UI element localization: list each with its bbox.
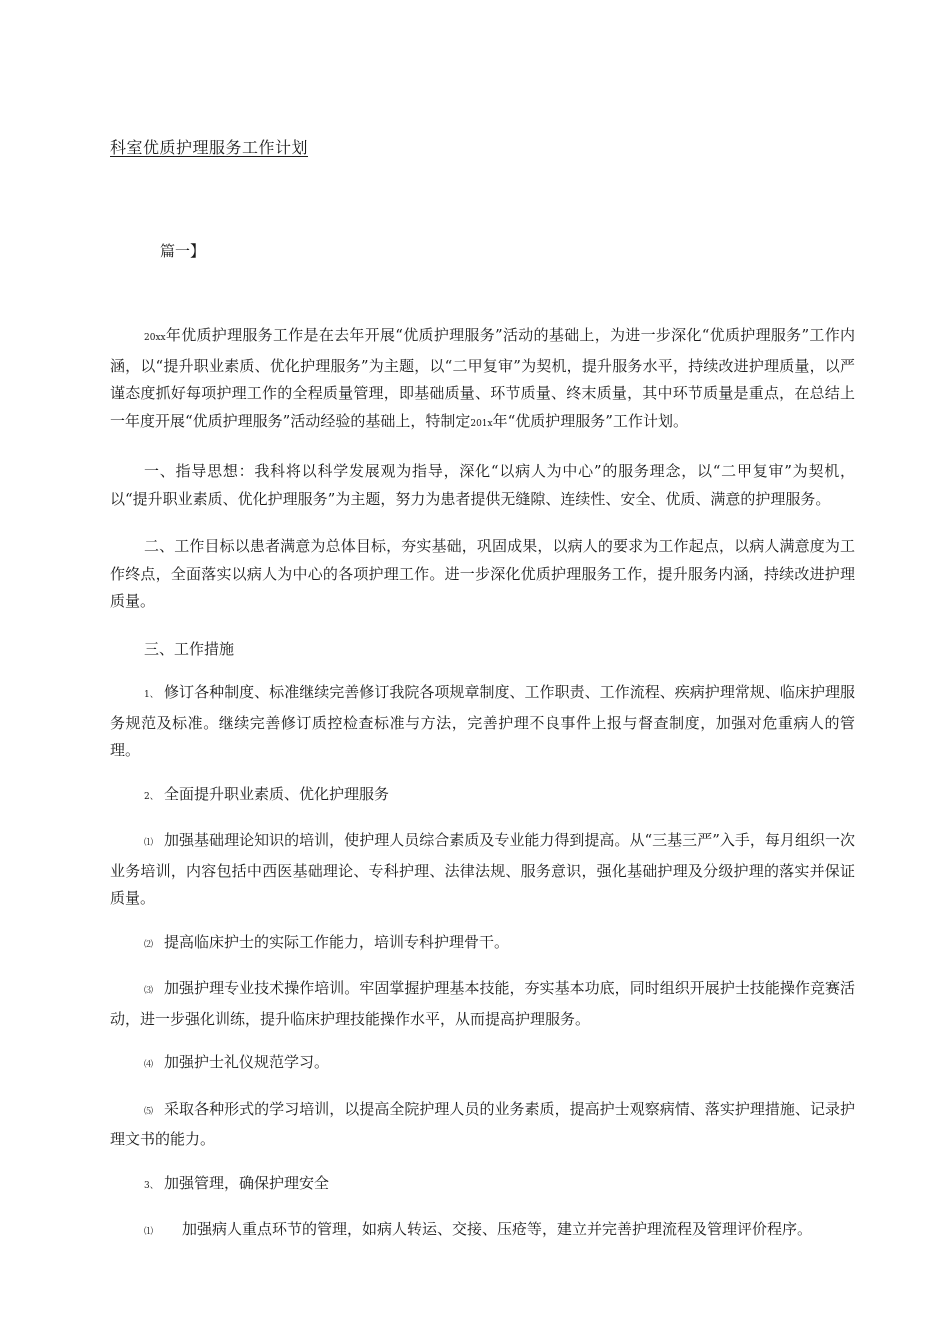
intro-year-prefix: 20xx <box>144 333 166 343</box>
sub-item-3-1 <box>110 1216 855 1247</box>
sub-item-2-3 <box>110 975 855 1033</box>
sub-item-2-5-text: 采取各种形式的学习培训，以提高全院护理人员的业务素质，提高护士观察病情、落实护理措施、记录护理文书的能力。 <box>110 1099 855 1148</box>
item-1-marker: 1、 <box>144 690 159 700</box>
intro-text-a: 年优质护理服务工作是在去年开展“优质护理服务”活动的基础上，为进一步深化“优质护理服务”工作内涵，以“提升职业素质、优化护理服务”为主题，以“二甲复审”为契机，提升服务水平，持续改进护理质量，以严谨态度抓好每项护理工作的全程质量管理，即基础质量、环节质量、终末质量，其中环节质量是重点，在总结上一年度开展“优质护理服务”活动经验的基础上，特制定 <box>110 326 855 430</box>
sub-item-2-1-marker: ⑴ <box>144 838 154 848</box>
sub-item-2-3-text: 加强护理专业技术操作培训。牢固掌握护理基本技能，夯实基本功底，同时组织开展护士技能操作竞赛活动，进一步强化训练，提升临床护理技能操作水平，从而提高护理服务。 <box>110 979 855 1028</box>
intro-text-b: 年“优质护理服务”工作计划。 <box>492 411 688 430</box>
document-title: 科室优质护理服务工作计划 <box>110 138 309 157</box>
intro-paragraph <box>110 322 855 438</box>
goal-paragraph: 二、工作目标以患者满意为总体目标，夯实基础，巩固成果，以病人的要求为工作起点，以病人满意度为工作终点，全面落实以病人为中心的各项护理工作。进一步深化优质护理服务工作，提升服务内涵，持续改进护理质量。 <box>110 537 855 610</box>
sub-item-2-4 <box>110 1049 855 1080</box>
item-2-marker: 2、 <box>144 791 159 802</box>
item-2-text: 全面提升职业素质、优化护理服务 <box>164 784 390 803</box>
item-3-marker: 3、 <box>144 1180 159 1191</box>
sub-item-2-2 <box>110 929 855 960</box>
sub-item-2-4-text: 加强护士礼仪规范学习。 <box>164 1053 330 1071</box>
sub-item-2-2-text: 提高临床护士的实际工作能力，培训专科护理骨干。 <box>164 932 510 951</box>
sub-item-2-2-marker: ⑵ <box>144 939 154 950</box>
measures-heading: 三、工作措施 <box>144 639 235 658</box>
sub-item-2-3-marker: ⑶ <box>144 986 154 996</box>
sub-item-2-1-text: 加强基础理论知识的培训，使护理人员综合素质及专业能力得到提高。从“三基三严”入手，每月组织一次业务培训，内容包括中西医基础理论、专科护理、法律法规、服务意识，强化基础护理及分级护理的落实并保证质量。 <box>110 831 855 907</box>
item-3-text: 加强管理，确保护理安全 <box>164 1173 330 1192</box>
document-body <box>110 322 855 1263</box>
sub-item-2-5-marker: ⑸ <box>144 1106 154 1117</box>
sub-item-3-1-marker: ⑴ <box>144 1227 154 1237</box>
intro-year-mid: 201x <box>470 418 493 429</box>
sub-item-2-5 <box>110 1096 855 1154</box>
sub-item-2-4-marker: ⑷ <box>144 1060 154 1070</box>
sub-item-2-1 <box>110 827 855 913</box>
item-1 <box>110 679 855 765</box>
item-1-text: 修订各种制度、标准继续完善修订我院各项规章制度、工作职责、工作流程、疾病护理常规、临床护理服务规范及标准。继续完善修订质控检查标准与方法，完善护理不良事件上报与督查制度，加强对危重病人的管理。 <box>110 683 855 759</box>
guiding-paragraph: 一、指导思想：我科将以科学发展观为指导，深化“以病人为中心”的服务理念，以“二甲复审”为契机，以“提升职业素质、优化护理服务”为主题，努力为患者提供无缝隙、连续性、安全、优质、满意的护理服务。 <box>110 462 855 508</box>
section-label: 篇一】 <box>160 242 206 260</box>
sub-item-3-1-text: 加强病人重点环节的管理，如病人转运、交接、压疮等，建立并完善护理流程及管理评价程序。 <box>182 1220 813 1238</box>
item-3 <box>110 1170 855 1201</box>
item-2 <box>110 781 855 812</box>
